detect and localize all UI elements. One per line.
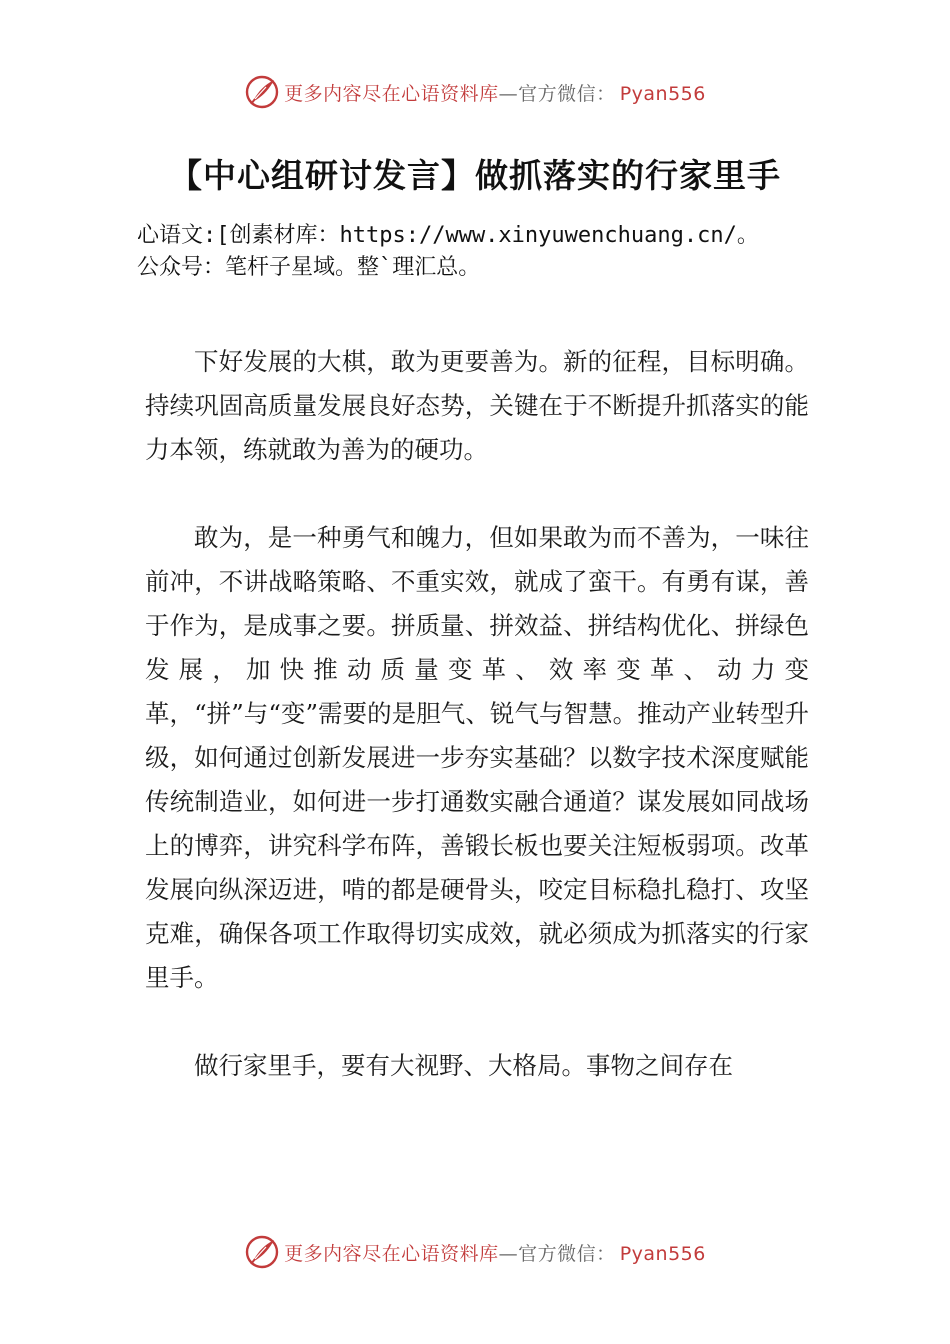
banner-text xyxy=(284,1239,706,1266)
header-banner xyxy=(0,70,950,114)
paragraph-2: 敢为，是一种勇气和魄力，但如果敢为而不善为，一味往前冲，不讲战略策略、不重实效，就成了蛮干。有勇有谋，善于作为，是成事之要。拼质量、拼效益、拼结构优化、拼绿色发展，加快推动质量变革、效率变革、动力变革，“拼”与“变”需要的是胆气、锐气与智慧。推动产业转型升级，如何通过创新发展进一步夯实基础？以数字技术深度赋能传统制造业，如何进一步打通数实融合通道？谋发展如同战场上的博弈，讲究科学布阵，善锻长板也要关注短板弱项。改革发展向纵深迈进，啃的都是硬骨头，咬定目标稳扎稳打、攻坚克难，确保各项工作取得切实成效，就必须成为抓落实的行家里手。 xyxy=(145,523,809,992)
document-title: 【中心组研讨发言】做抓落实的行家里手 xyxy=(169,156,781,195)
paragraph-3: 做行家里手，要有大视野、大格局。事物之间存在 xyxy=(194,1051,733,1080)
quill-pen-logo-icon xyxy=(244,1234,280,1270)
banner-dash: — xyxy=(498,82,519,105)
banner-wechat-id: Pyan556 xyxy=(619,82,706,105)
banner-dash: — xyxy=(498,1242,519,1265)
quill-pen-logo-icon xyxy=(244,74,280,110)
banner-main-text: 更多内容尽在心语资料库 xyxy=(284,1242,499,1265)
banner-official-label: 官方微信： xyxy=(518,1242,616,1265)
source-line-1: 心语文:[创素材库：https://www.xinyuwenchuang.cn/。 xyxy=(137,223,759,248)
source-note xyxy=(137,220,837,284)
document-body xyxy=(145,340,809,1132)
source-line-2: 公众号：笔杆子星域。整`理汇总。 xyxy=(137,255,481,280)
banner-text xyxy=(284,79,706,106)
banner-wechat-id: Pyan556 xyxy=(619,1242,706,1265)
paragraph-1: 下好发展的大棋，敢为更要善为。新的征程，目标明确。持续巩固高质量发展良好态势，关键在于不断提升抓落实的能力本领，练就敢为善为的硬功。 xyxy=(145,347,809,464)
banner-main-text: 更多内容尽在心语资料库 xyxy=(284,82,499,105)
footer-banner xyxy=(0,1230,950,1274)
banner-official-label: 官方微信： xyxy=(518,82,616,105)
